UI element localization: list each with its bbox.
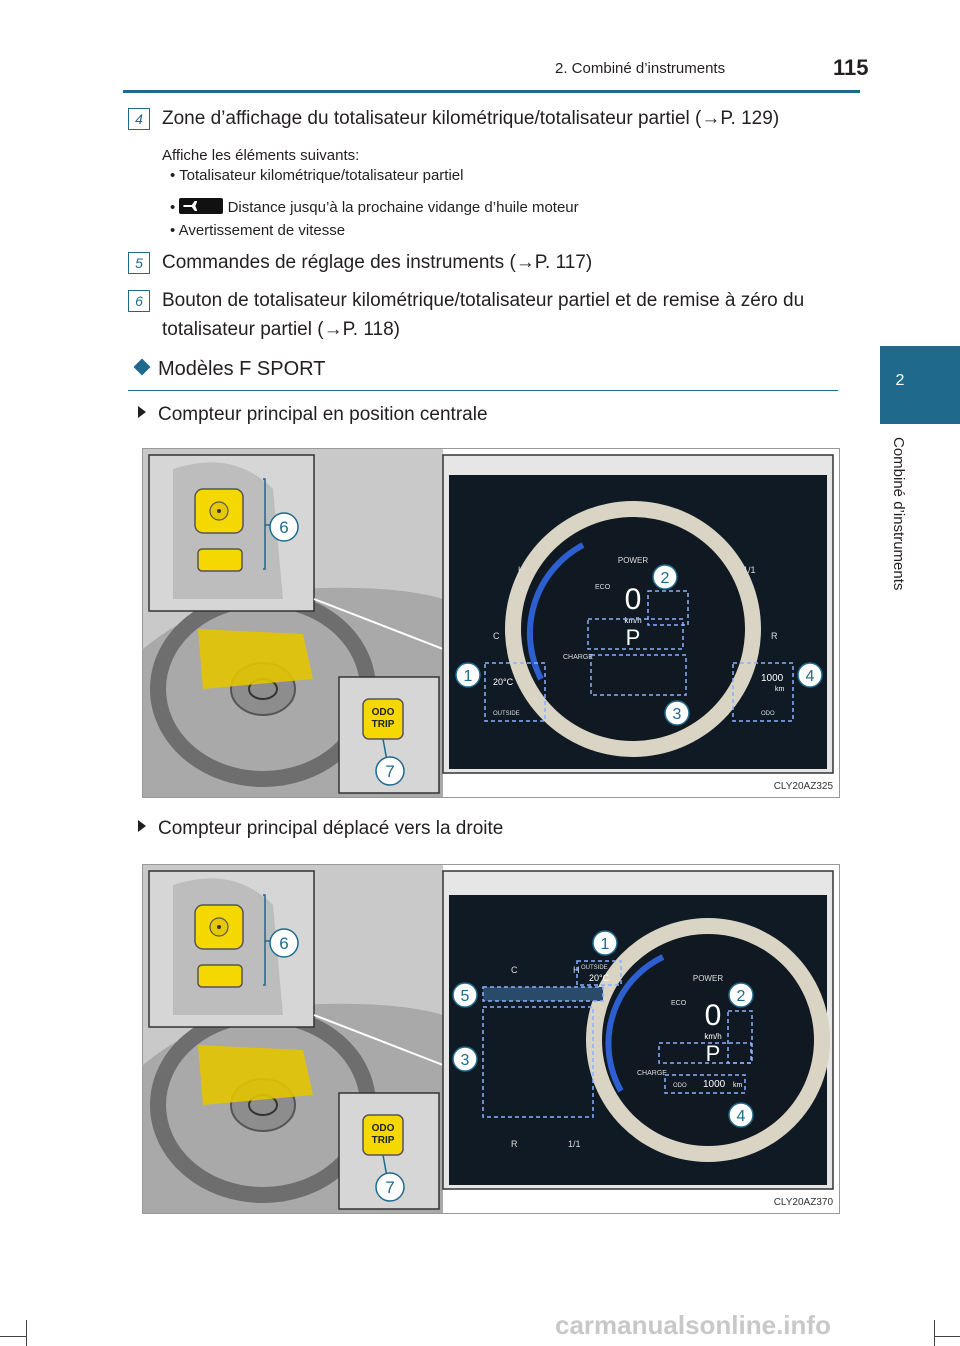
bullet-3-text: Avertissement de vitesse: [178, 222, 346, 239]
bullet-1-text: Totalisateur kilométrique/totalisateur partiel: [179, 167, 464, 184]
chapter-title: 2. Combiné d’instruments: [555, 60, 726, 77]
side-tab-label: Combiné d’instruments: [890, 437, 907, 591]
eco-label: ECO: [595, 584, 611, 591]
figure-1: [142, 448, 840, 798]
figure-2: [142, 864, 840, 1214]
outside-temp: 20°C: [493, 677, 514, 687]
eco-label: ECO: [671, 1000, 687, 1007]
callout-2: 2: [736, 988, 746, 1005]
callout-6: 6: [279, 518, 289, 537]
callout-3: 3: [460, 1052, 470, 1069]
gear-indicator: P: [625, 625, 641, 650]
figure-1-illustration: [143, 449, 839, 797]
figure-1-heading-text: Compteur principal en position centrale: [158, 404, 488, 425]
item-5-text: Commandes de réglage des instruments (→P. 117): [162, 252, 593, 273]
odo-unit: km: [733, 1082, 743, 1089]
crop-mark: [0, 1336, 26, 1337]
crop-mark: [26, 1320, 27, 1346]
item-4-intro: Affiche les éléments suivants:: [162, 147, 360, 164]
fuel-full-label: 1/1: [568, 1139, 581, 1149]
header-rule: [123, 90, 860, 93]
callout-1: 1: [463, 668, 473, 685]
chapter-number: 2: [895, 372, 905, 389]
figure-2-heading: [138, 818, 503, 840]
fuel-r-label: R: [771, 631, 778, 641]
trip-button-label: TRIP: [371, 1135, 395, 1146]
speed-value: 0: [704, 999, 722, 1032]
temp-c-label: C: [493, 631, 500, 641]
charge-label: CHARGE: [637, 1070, 667, 1077]
gear-indicator: P: [705, 1041, 721, 1066]
odo-value: 1000: [703, 1079, 726, 1090]
charge-label: CHARGE: [563, 654, 593, 661]
callout-3: 3: [672, 706, 682, 723]
outside-label: OUTSIDE: [493, 711, 520, 717]
bullet-3: • Avertissement de vitesse: [170, 222, 346, 239]
triangle-icon: [138, 406, 146, 418]
outside-label: OUTSIDE: [581, 965, 608, 971]
section-title: [136, 358, 325, 381]
figure-code: CLY20AZ370: [773, 1197, 833, 1208]
outside-temp: 20°C: [589, 973, 610, 983]
item-4-text: Zone d’affichage du totalisateur kilométrique/totalisateur partiel (→P. 129): [162, 108, 780, 129]
fuel-r-label: R: [511, 1139, 518, 1149]
callout-4: 4: [736, 1108, 746, 1125]
fuel-full-label: 1/1: [743, 565, 756, 575]
callout-2: 2: [660, 570, 670, 587]
callout-1: 1: [600, 936, 610, 953]
bullet-2: • Distance jusqu’à la prochaine vidange d’huile moteur: [170, 199, 579, 216]
callout-6: 6: [279, 934, 289, 953]
odo-label: ODO: [761, 711, 775, 717]
figure-2-illustration: [143, 865, 839, 1213]
footer-watermark: carmanualsonline.info: [555, 1310, 831, 1340]
section-rule: [128, 390, 838, 391]
figure-2-heading-text: Compteur principal déplacé vers la droite: [158, 818, 504, 839]
callout-7: 7: [385, 762, 395, 781]
trip-button-label: TRIP: [371, 719, 395, 730]
bullet-1: • Totalisateur kilométrique/totalisateur partiel: [170, 167, 464, 184]
page-number: 115: [833, 55, 869, 80]
odo-button-label: ODO: [371, 707, 395, 718]
figure-1-heading: [138, 404, 488, 426]
temp-h-label: H: [518, 565, 525, 575]
speed-unit: km/h: [704, 1032, 722, 1041]
item-6-text-line2: totalisateur partiel (→P. 118): [162, 319, 400, 340]
power-label: POWER: [617, 556, 649, 565]
item-6-text-line1: Bouton de totalisateur kilométrique/totalisateur partiel et de remise à zéro du: [162, 290, 805, 311]
odo-value: 1000: [761, 673, 784, 684]
crop-mark: [934, 1336, 960, 1337]
section-title-text: Modèles F SPORT: [158, 358, 326, 380]
diamond-icon: [134, 359, 151, 376]
item-number-4: 4: [128, 108, 150, 130]
speed-unit: km/h: [624, 616, 642, 625]
callout-5: 5: [460, 988, 470, 1005]
item-number-5: 5: [128, 252, 150, 274]
figure-code: CLY20AZ325: [773, 781, 833, 792]
callout-4: 4: [805, 668, 815, 685]
crop-mark: [934, 1320, 935, 1346]
power-label: POWER: [692, 974, 724, 983]
item-number-6: 6: [128, 290, 150, 312]
odo-label: ODO: [673, 1083, 687, 1089]
temp-c-label: C: [511, 965, 518, 975]
triangle-icon: [138, 820, 146, 832]
bullet-2-text: Distance jusqu’à la prochaine vidange d’huile moteur: [227, 199, 579, 216]
temp-h-label: H: [573, 965, 580, 975]
callout-7: 7: [385, 1178, 395, 1197]
odo-unit: km: [775, 686, 785, 693]
speed-value: 0: [624, 583, 642, 616]
odo-button-label: ODO: [371, 1123, 395, 1134]
wrench-icon: [179, 198, 223, 214]
